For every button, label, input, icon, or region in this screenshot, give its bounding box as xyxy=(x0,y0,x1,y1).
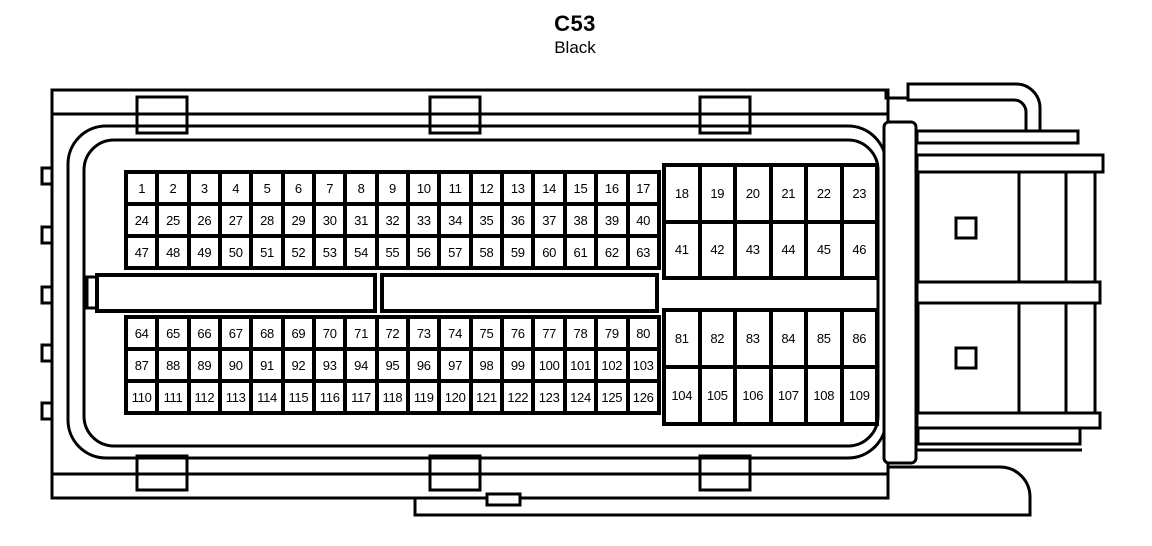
pin-80: 80 xyxy=(628,317,659,349)
pin-112: 112 xyxy=(189,381,220,413)
pin-64: 64 xyxy=(126,317,157,349)
pin-41: 41 xyxy=(664,222,700,279)
pin-72: 72 xyxy=(377,317,408,349)
pin-105: 105 xyxy=(700,367,736,424)
pin-6: 6 xyxy=(283,172,314,204)
pin-57: 57 xyxy=(439,236,470,268)
pin-66: 66 xyxy=(189,317,220,349)
pin-117: 117 xyxy=(345,381,376,413)
pin-75: 75 xyxy=(471,317,502,349)
pin-47: 47 xyxy=(126,236,157,268)
pin-18: 18 xyxy=(664,165,700,222)
pin-90: 90 xyxy=(220,349,251,381)
pin-70: 70 xyxy=(314,317,345,349)
pin-10: 10 xyxy=(408,172,439,204)
pin-110: 110 xyxy=(126,381,157,413)
pin-grid-lower-right xyxy=(662,308,879,426)
rail-bar-upper xyxy=(917,131,1078,143)
pin-84: 84 xyxy=(771,310,807,367)
pin-106: 106 xyxy=(735,367,771,424)
pin-9: 9 xyxy=(377,172,408,204)
keyway-slot-right xyxy=(382,275,657,311)
pin-73: 73 xyxy=(408,317,439,349)
pin-98: 98 xyxy=(471,349,502,381)
mating-rail xyxy=(884,84,1103,463)
pin-45: 45 xyxy=(806,222,842,279)
pin-108: 108 xyxy=(806,367,842,424)
pin-103: 103 xyxy=(628,349,659,381)
pin-11: 11 xyxy=(439,172,470,204)
pin-113: 113 xyxy=(220,381,251,413)
pin-34: 34 xyxy=(439,204,470,236)
pin-82: 82 xyxy=(700,310,736,367)
pin-12: 12 xyxy=(471,172,502,204)
pin-89: 89 xyxy=(189,349,220,381)
pin-44: 44 xyxy=(771,222,807,279)
pin-67: 67 xyxy=(220,317,251,349)
rail-post xyxy=(884,122,916,463)
rail-shelf-top xyxy=(917,155,1103,172)
pin-118: 118 xyxy=(377,381,408,413)
pin-71: 71 xyxy=(345,317,376,349)
pin-37: 37 xyxy=(533,204,564,236)
pin-22: 22 xyxy=(806,165,842,222)
pin-63: 63 xyxy=(628,236,659,268)
pin-40: 40 xyxy=(628,204,659,236)
pin-104: 104 xyxy=(664,367,700,424)
pin-30: 30 xyxy=(314,204,345,236)
pin-81: 81 xyxy=(664,310,700,367)
pin-107: 107 xyxy=(771,367,807,424)
pin-94: 94 xyxy=(345,349,376,381)
pin-36: 36 xyxy=(502,204,533,236)
pin-59: 59 xyxy=(502,236,533,268)
pin-17: 17 xyxy=(628,172,659,204)
pin-77: 77 xyxy=(533,317,564,349)
pin-grid-upper-right xyxy=(662,163,879,280)
pin-100: 100 xyxy=(533,349,564,381)
title-block xyxy=(425,12,725,58)
pin-62: 62 xyxy=(596,236,627,268)
pin-122: 122 xyxy=(502,381,533,413)
pin-116: 116 xyxy=(314,381,345,413)
pin-115: 115 xyxy=(283,381,314,413)
pin-21: 21 xyxy=(771,165,807,222)
pin-43: 43 xyxy=(735,222,771,279)
pin-101: 101 xyxy=(565,349,596,381)
pin-grid-lower-left xyxy=(124,315,661,415)
pin-68: 68 xyxy=(251,317,282,349)
pin-24: 24 xyxy=(126,204,157,236)
pin-15: 15 xyxy=(565,172,596,204)
pin-13: 13 xyxy=(502,172,533,204)
pin-95: 95 xyxy=(377,349,408,381)
pin-120: 120 xyxy=(439,381,470,413)
pin-4: 4 xyxy=(220,172,251,204)
pin-48: 48 xyxy=(157,236,188,268)
pin-74: 74 xyxy=(439,317,470,349)
keyway-slot-left xyxy=(97,275,375,311)
pin-109: 109 xyxy=(842,367,878,424)
pin-3: 3 xyxy=(189,172,220,204)
pin-5: 5 xyxy=(251,172,282,204)
pin-27: 27 xyxy=(220,204,251,236)
pin-51: 51 xyxy=(251,236,282,268)
pin-8: 8 xyxy=(345,172,376,204)
pin-42: 42 xyxy=(700,222,736,279)
pin-58: 58 xyxy=(471,236,502,268)
pin-126: 126 xyxy=(628,381,659,413)
keyway-slots xyxy=(97,275,657,311)
rail-box-lower xyxy=(918,303,1095,413)
pin-91: 91 xyxy=(251,349,282,381)
pin-25: 25 xyxy=(157,204,188,236)
pin-52: 52 xyxy=(283,236,314,268)
connector-id: C53 xyxy=(554,11,596,36)
pin-96: 96 xyxy=(408,349,439,381)
pin-111: 111 xyxy=(157,381,188,413)
pin-23: 23 xyxy=(842,165,878,222)
rail-shelf-bottom xyxy=(917,413,1100,428)
pin-46: 46 xyxy=(842,222,878,279)
pin-16: 16 xyxy=(596,172,627,204)
pin-56: 56 xyxy=(408,236,439,268)
pin-93: 93 xyxy=(314,349,345,381)
pin-20: 20 xyxy=(735,165,771,222)
pin-121: 121 xyxy=(471,381,502,413)
pin-33: 33 xyxy=(408,204,439,236)
pin-50: 50 xyxy=(220,236,251,268)
pin-119: 119 xyxy=(408,381,439,413)
pin-54: 54 xyxy=(345,236,376,268)
pin-39: 39 xyxy=(596,204,627,236)
pin-60: 60 xyxy=(533,236,564,268)
pin-87: 87 xyxy=(126,349,157,381)
pin-49: 49 xyxy=(189,236,220,268)
pin-61: 61 xyxy=(565,236,596,268)
pin-114: 114 xyxy=(251,381,282,413)
pin-78: 78 xyxy=(565,317,596,349)
pin-55: 55 xyxy=(377,236,408,268)
pin-88: 88 xyxy=(157,349,188,381)
pin-86: 86 xyxy=(842,310,878,367)
pin-2: 2 xyxy=(157,172,188,204)
pin-125: 125 xyxy=(596,381,627,413)
pin-26: 26 xyxy=(189,204,220,236)
pin-1: 1 xyxy=(126,172,157,204)
pin-85: 85 xyxy=(806,310,842,367)
connector-color: Black xyxy=(554,38,596,58)
pin-76: 76 xyxy=(502,317,533,349)
pin-99: 99 xyxy=(502,349,533,381)
pin-7: 7 xyxy=(314,172,345,204)
pin-28: 28 xyxy=(251,204,282,236)
pin-79: 79 xyxy=(596,317,627,349)
pin-35: 35 xyxy=(471,204,502,236)
pin-29: 29 xyxy=(283,204,314,236)
pin-14: 14 xyxy=(533,172,564,204)
pin-124: 124 xyxy=(565,381,596,413)
rail-bar-lower xyxy=(918,428,1080,444)
pin-65: 65 xyxy=(157,317,188,349)
pin-69: 69 xyxy=(283,317,314,349)
pin-grid-upper-left xyxy=(124,170,661,270)
pin-102: 102 xyxy=(596,349,627,381)
pin-92: 92 xyxy=(283,349,314,381)
rail-shelf-middle xyxy=(917,282,1100,303)
pin-97: 97 xyxy=(439,349,470,381)
rail-box-upper xyxy=(918,172,1095,282)
pin-19: 19 xyxy=(700,165,736,222)
pin-53: 53 xyxy=(314,236,345,268)
pin-32: 32 xyxy=(377,204,408,236)
plate-notch xyxy=(487,494,520,505)
pin-38: 38 xyxy=(565,204,596,236)
pin-31: 31 xyxy=(345,204,376,236)
pin-83: 83 xyxy=(735,310,771,367)
pin-123: 123 xyxy=(533,381,564,413)
